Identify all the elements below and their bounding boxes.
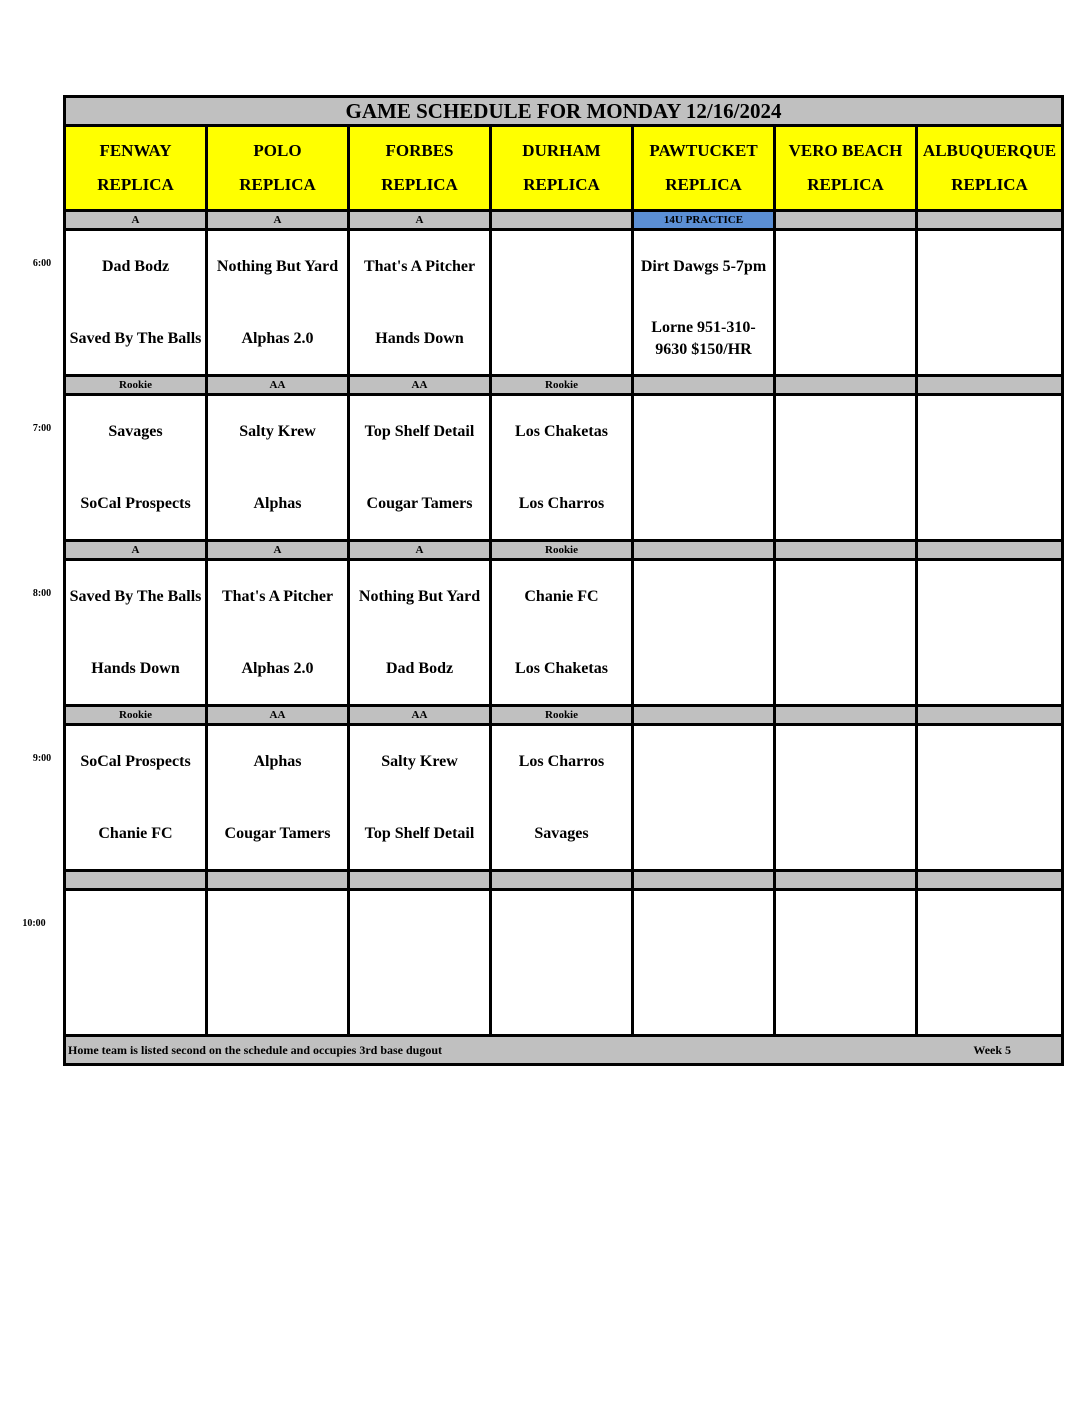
home-team: Saved By The Balls [69,329,202,347]
away-team [634,894,773,960]
game-cell [349,560,491,706]
game-cell [491,230,633,376]
game-row [65,890,1063,1036]
game-row [65,230,1063,376]
field-subtitle: REPLICA [97,175,174,194]
division-label [349,871,491,890]
division-label: Rookie [65,376,207,395]
division-label [633,706,775,725]
home-team: SoCal Prospects [80,494,191,512]
division-label: Rookie [65,706,207,725]
home-team [208,966,347,1032]
home-team: Alphas 2.0 [241,329,314,347]
time-slot-label: 10:00 [22,918,46,929]
game-cell [207,230,349,376]
home-team: Alphas [253,494,302,512]
schedule-table [63,95,1064,1066]
game-cell [775,395,917,541]
field-header [349,126,491,211]
away-team [918,894,1061,960]
time-slot-label: 8:00 [32,588,52,599]
away-team: Nothing But Yard [358,587,481,605]
away-team: Salty Krew [381,752,458,770]
game-cell [207,890,349,1036]
away-team [634,399,773,465]
away-team: Salty Krew [239,422,316,440]
away-team: Los Charros [518,752,605,770]
division-label [917,871,1063,890]
week-label: Week 5 [973,1042,1012,1057]
away-team [634,729,773,795]
field-header [65,126,207,211]
game-cell [775,725,917,871]
division-label [917,376,1063,395]
field-header [917,126,1063,211]
game-cell [917,395,1063,541]
away-team: Los Chaketas [515,422,608,440]
division-label [775,211,917,230]
away-team [918,729,1061,795]
field-name: DURHAM [522,141,601,160]
game-cell [349,395,491,541]
field-header-row [65,126,1063,211]
game-cell [491,725,633,871]
away-team: Savages [108,422,163,440]
away-team [66,894,205,960]
division-label [917,706,1063,725]
game-cell [775,890,917,1036]
game-cell [207,725,349,871]
home-team [776,471,915,537]
division-label: Rookie [491,706,633,725]
home-team [350,966,489,1032]
field-name: VERO BEACH [788,141,903,160]
division-label [491,871,633,890]
game-cell [349,230,491,376]
game-row [65,725,1063,871]
division-label: A [349,211,491,230]
division-label [633,376,775,395]
home-team [634,801,773,867]
division-label: 14U PRACTICE [633,211,775,230]
game-cell [65,395,207,541]
game-cell [491,560,633,706]
division-label [633,871,775,890]
game-cell [917,725,1063,871]
footer [65,1036,1063,1065]
home-team: Los Chaketas [515,659,608,677]
division-label [775,871,917,890]
home-team [918,966,1061,1032]
game-cell [633,560,775,706]
division-label: A [207,211,349,230]
home-team: Hands Down [375,329,464,347]
division-label: Rookie [491,541,633,560]
home-team: Hands Down [91,659,180,677]
away-team: That's A Pitcher [221,587,334,605]
field-subtitle: REPLICA [951,175,1028,194]
home-team [634,636,773,702]
field-header [775,126,917,211]
home-team [776,306,915,372]
game-cell [491,395,633,541]
division-label: AA [207,376,349,395]
home-team [634,966,773,1032]
division-label: A [207,541,349,560]
game-cell [349,890,491,1036]
division-label: A [349,541,491,560]
home-team: Los Charros [518,494,605,512]
division-label: AA [207,706,349,725]
away-team [776,234,915,300]
field-name: PAWTUCKET [649,141,758,160]
away-team: Dirt Dawgs 5-7pm [640,257,767,275]
division-label-row [65,541,1063,560]
field-header [633,126,775,211]
field-subtitle: REPLICA [665,175,742,194]
game-cell [917,560,1063,706]
game-cell [633,230,775,376]
field-name: POLO [253,141,302,160]
home-team: Chanie FC [98,824,173,842]
division-label-row [65,376,1063,395]
division-label: AA [349,706,491,725]
time-slot-label: 6:00 [32,258,52,269]
division-label [775,706,917,725]
away-team: Top Shelf Detail [364,422,475,440]
home-team [918,801,1061,867]
away-team [918,564,1061,630]
away-team [492,234,631,300]
away-team: SoCal Prospects [80,752,191,770]
game-cell [775,560,917,706]
home-team: Top Shelf Detail [364,824,475,842]
home-team [918,471,1061,537]
home-team: Dad Bodz [385,659,454,677]
game-row [65,395,1063,541]
game-cell [349,725,491,871]
away-team [918,234,1061,300]
division-label [633,541,775,560]
away-team [776,729,915,795]
away-team [492,894,631,960]
game-cell [207,395,349,541]
field-subtitle: REPLICA [239,175,316,194]
home-team [918,306,1061,372]
game-cell [775,230,917,376]
division-label [917,541,1063,560]
field-subtitle: REPLICA [381,175,458,194]
away-team [776,399,915,465]
division-label-row [65,211,1063,230]
game-cell [633,725,775,871]
home-team: Savages [534,824,589,842]
game-cell [65,230,207,376]
field-subtitle: REPLICA [523,175,600,194]
division-label [917,211,1063,230]
game-cell [633,890,775,1036]
away-team: Alphas [253,752,302,770]
division-label [775,541,917,560]
game-cell [207,560,349,706]
game-cell [65,725,207,871]
game-cell [65,890,207,1036]
home-team [492,966,631,1032]
home-team: Cougar Tamers [366,494,473,512]
away-team [634,564,773,630]
home-team [492,306,631,372]
home-team [776,636,915,702]
division-label-row [65,871,1063,890]
time-slot-label: 9:00 [32,753,52,764]
game-cell [917,230,1063,376]
division-label: Rookie [491,376,633,395]
home-team [776,801,915,867]
field-header [207,126,349,211]
home-team [776,966,915,1032]
home-team: Cougar Tamers [224,824,331,842]
home-team [918,636,1061,702]
field-header [491,126,633,211]
division-label [775,376,917,395]
division-label [65,871,207,890]
away-team [776,894,915,960]
game-cell [65,560,207,706]
division-label: A [65,211,207,230]
away-team [350,894,489,960]
away-team: Chanie FC [524,587,599,605]
away-team: Saved By The Balls [69,587,202,605]
game-cell [633,395,775,541]
game-cell [917,890,1063,1036]
title-row [65,97,1063,126]
home-team [66,966,205,1032]
field-name: ALBUQUERQUE [922,141,1057,160]
away-team: That's A Pitcher [363,257,476,275]
division-label: AA [349,376,491,395]
away-team [918,399,1061,465]
division-label: A [65,541,207,560]
division-label [207,871,349,890]
field-subtitle: REPLICA [807,175,884,194]
away-team [776,564,915,630]
time-slot-label: 7:00 [32,423,52,434]
away-team: Nothing But Yard [216,257,339,275]
home-team: Alphas 2.0 [241,659,314,677]
footer-note: Home team is listed second on the schedule and occupies 3rd base dugout [68,1042,443,1057]
away-team [208,894,347,960]
division-label-row [65,706,1063,725]
game-row [65,560,1063,706]
division-label [491,211,633,230]
home-team: Lorne 951-310-9630 $150/HR [651,318,756,358]
schedule-title: GAME SCHEDULE FOR MONDAY 12/16/2024 [65,97,1063,126]
field-name: FENWAY [99,141,172,160]
footer-row [65,1036,1063,1065]
away-team: Dad Bodz [101,257,170,275]
home-team [634,471,773,537]
game-cell [491,890,633,1036]
field-name: FORBES [385,141,454,160]
